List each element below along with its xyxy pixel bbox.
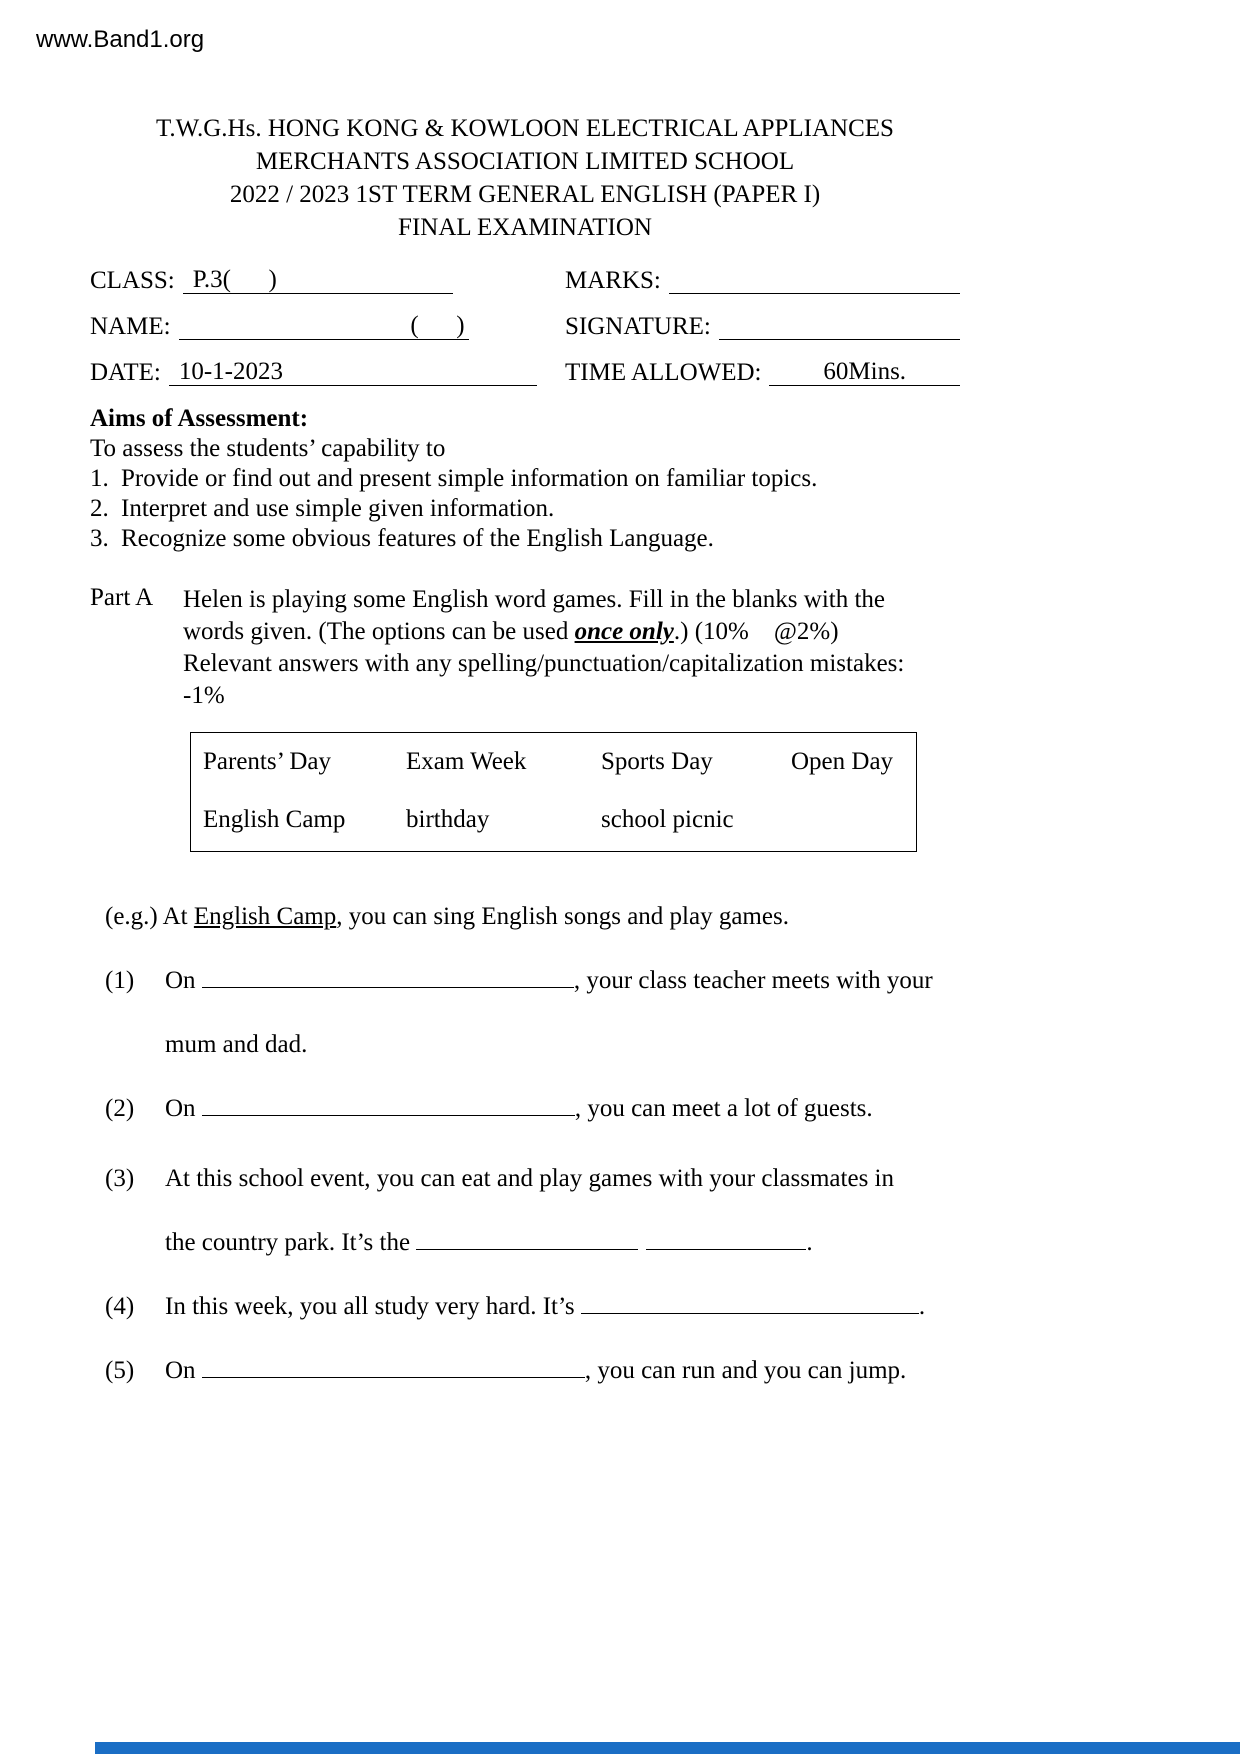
question-5 bbox=[105, 1356, 960, 1386]
question-3-line-1 bbox=[105, 1164, 960, 1194]
instruction-text: .) (10% @2%) bbox=[673, 618, 839, 645]
question-number-spacer bbox=[105, 1228, 165, 1258]
aims-item-3 bbox=[90, 524, 960, 554]
answer-blank-3a bbox=[416, 1228, 638, 1250]
part-a-section bbox=[90, 584, 960, 1386]
form-row-date-time bbox=[90, 358, 960, 386]
word-option: Parents’ Day bbox=[203, 748, 331, 775]
aims-item-text: Recognize some obvious features of the English Language. bbox=[121, 525, 714, 552]
footer-bar bbox=[95, 1742, 1240, 1754]
question-number: (2) bbox=[105, 1095, 135, 1122]
question-tail: . bbox=[918, 1293, 926, 1320]
instruction-text: words given. (The options can be used bbox=[183, 618, 575, 645]
question-lead: On bbox=[165, 967, 196, 994]
marks-label: MARKS: bbox=[565, 267, 661, 294]
word-bank-row-2 bbox=[203, 805, 906, 835]
example-prefix: (e.g.) At bbox=[105, 903, 194, 930]
aims-item-text: Provide or find out and present simple information on familiar topics. bbox=[121, 465, 818, 492]
question-tail: . bbox=[806, 1229, 813, 1256]
aims-section bbox=[90, 404, 960, 554]
aims-item-1 bbox=[90, 464, 960, 494]
form-row-class-marks bbox=[90, 266, 960, 294]
watermark-text: www.Band1.org bbox=[36, 26, 205, 53]
name-label: NAME: bbox=[90, 313, 171, 340]
date-value: 10-1-2023 bbox=[169, 358, 537, 386]
question-3-line-2 bbox=[105, 1228, 960, 1258]
school-name-line-1: T.W.G.Hs. HONG KONG & KOWLOON ELECTRICAL APPLIANCES bbox=[156, 115, 894, 142]
instruction-line-3: Relevant answers with any spelling/punctuation/capitalization mistakes: bbox=[183, 650, 905, 677]
question-number-spacer bbox=[105, 1030, 165, 1060]
question-lead: On bbox=[165, 1095, 196, 1122]
question-4 bbox=[105, 1292, 960, 1322]
name-blank-line: ( ) bbox=[179, 312, 469, 340]
form-row-name-signature bbox=[90, 312, 960, 340]
answer-blank-1 bbox=[202, 966, 574, 988]
word-option: Exam Week bbox=[406, 748, 527, 775]
marks-blank-line bbox=[669, 267, 960, 294]
name-field bbox=[90, 312, 565, 340]
date-label: DATE: bbox=[90, 359, 161, 386]
class-label: CLASS: bbox=[90, 267, 175, 294]
question-text bbox=[165, 966, 960, 996]
question-text bbox=[165, 1094, 960, 1124]
part-a-instructions bbox=[183, 584, 960, 712]
instruction-line-2 bbox=[183, 616, 960, 648]
exam-type-line: FINAL EXAMINATION bbox=[398, 214, 652, 241]
question-number: (1) bbox=[105, 967, 135, 994]
question-text-continued bbox=[165, 1228, 960, 1258]
word-option: school picnic bbox=[601, 806, 734, 833]
question-lead: In this week, you all study very hard. It’s bbox=[165, 1293, 575, 1320]
word-option: birthday bbox=[406, 806, 490, 833]
question-2 bbox=[105, 1094, 960, 1124]
page-title bbox=[90, 112, 960, 244]
question-number: (4) bbox=[105, 1293, 135, 1320]
instruction-line-4: -1% bbox=[183, 682, 225, 709]
aims-item-number: 1. bbox=[90, 465, 109, 492]
answer-blank-5 bbox=[202, 1356, 585, 1378]
word-option: Sports Day bbox=[601, 748, 713, 775]
exam-term-line: 2022 / 2023 1ST TERM GENERAL ENGLISH (PAPER I) bbox=[229, 181, 821, 208]
aims-item-number: 2. bbox=[90, 495, 109, 522]
question-2-line-1 bbox=[105, 1094, 960, 1124]
question-text bbox=[165, 1356, 960, 1386]
answer-blank-2 bbox=[202, 1094, 575, 1116]
school-name-line-2: MERCHANTS ASSOCIATION LIMITED SCHOOL bbox=[255, 148, 795, 175]
question-5-line-1 bbox=[105, 1356, 960, 1386]
example-sentence bbox=[90, 902, 960, 932]
aims-intro: To assess the students’ capability to bbox=[90, 435, 446, 462]
question-text-continued: mum and dad. bbox=[165, 1031, 308, 1058]
question-number: (3) bbox=[105, 1165, 135, 1192]
answer-blank-4 bbox=[581, 1292, 919, 1314]
aims-item-text: Interpret and use simple given information. bbox=[121, 495, 555, 522]
aims-heading: Aims of Assessment: bbox=[90, 405, 309, 432]
answer-blank-3b bbox=[646, 1228, 806, 1250]
time-allowed-field bbox=[565, 358, 960, 386]
time-allowed-label: TIME ALLOWED: bbox=[565, 359, 762, 386]
questions-list bbox=[90, 966, 960, 1386]
signature-blank-line bbox=[719, 313, 960, 340]
time-allowed-value: 60Mins. bbox=[769, 358, 960, 386]
question-text: At this school event, you can eat and play games with your classmates in bbox=[165, 1165, 894, 1192]
part-a-label: Part A bbox=[90, 584, 154, 611]
question-1 bbox=[105, 966, 960, 1060]
question-1-line-2 bbox=[105, 1030, 960, 1060]
question-4-line-1 bbox=[105, 1292, 960, 1322]
exam-info-form bbox=[90, 266, 960, 386]
once-only-emphasis: once only bbox=[574, 618, 674, 645]
question-tail: , your class teacher meets with your bbox=[573, 967, 933, 994]
marks-field bbox=[565, 267, 960, 294]
question-tail: , you can meet a lot of guests. bbox=[574, 1095, 873, 1122]
question-lead: the country park. It’s the bbox=[165, 1229, 411, 1256]
class-value: P.3( ) bbox=[183, 266, 453, 294]
word-option: Open Day bbox=[791, 748, 894, 775]
aims-item-number: 3. bbox=[90, 525, 109, 552]
example-answer: English Camp bbox=[193, 903, 337, 930]
word-bank-row-1 bbox=[203, 747, 906, 777]
signature-field bbox=[565, 313, 960, 340]
aims-item-2 bbox=[90, 494, 960, 524]
instruction-line-1: Helen is playing some English word games. Fill in the blanks with the bbox=[183, 586, 886, 613]
signature-label: SIGNATURE: bbox=[565, 313, 711, 340]
date-field bbox=[90, 358, 565, 386]
question-tail: , you can run and you can jump. bbox=[584, 1357, 907, 1384]
question-1-line-1 bbox=[105, 966, 960, 996]
word-option: English Camp bbox=[203, 806, 346, 833]
class-field bbox=[90, 266, 565, 294]
question-lead: On bbox=[165, 1357, 196, 1384]
example-suffix: , you can sing English songs and play games. bbox=[336, 903, 789, 930]
question-3 bbox=[105, 1164, 960, 1258]
part-a-header bbox=[90, 584, 960, 712]
question-text bbox=[165, 1292, 960, 1322]
question-number: (5) bbox=[105, 1357, 135, 1384]
word-bank-box bbox=[190, 732, 917, 852]
